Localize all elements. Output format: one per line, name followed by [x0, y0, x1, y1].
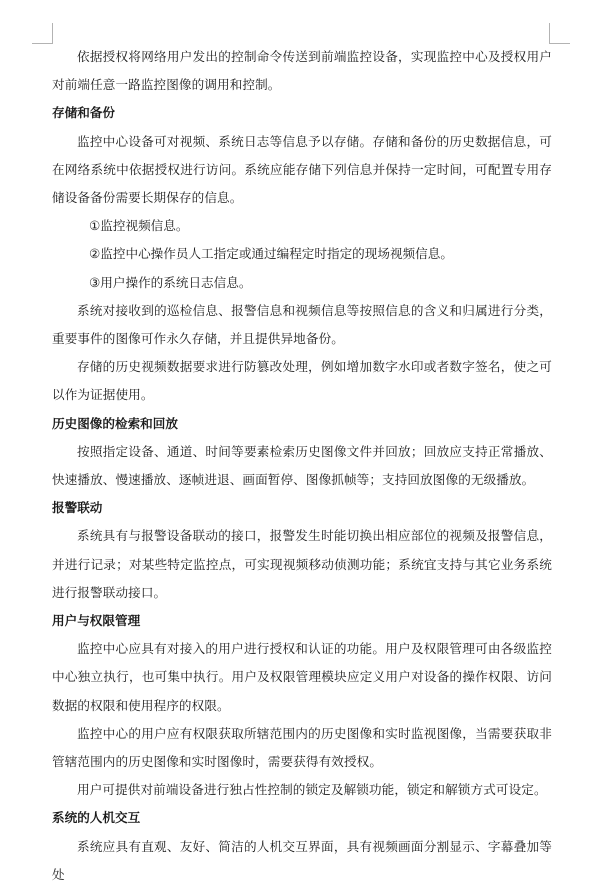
section-heading-alarm-linkage: 报警联动 [52, 500, 103, 516]
section-heading-storage-backup: 存储和备份 [52, 105, 115, 121]
list-item: ①监控视频信息。 [89, 218, 189, 234]
paragraph: 系统对接收到的巡检信息、报警信息和视频信息等按照信息的含义和归属进行分类，重要事件的图像可作永久存储，并且提供异地备份。 [52, 302, 552, 347]
paragraph: 监控中心设备可对视频、系统日志等信息予以存储。存储和备份的历史数据信息，可在网络系统中依据授权进行访问。系统应能存储下列信息并保持一定时间，可配置专用存储设备备份需要长期保存的信息。 [52, 133, 552, 206]
paragraph: 监控中心应具有对接入的用户进行授权和认证的功能。用户及权限管理可由各级监控中心独立执行，也可集中执行。用户及权限管理模块应定义用户对设备的操作权限、访问数据的权限和使用程序的权限。 [52, 641, 552, 713]
paragraph: 系统具有与报警设备联动的接口，报警发生时能切换出相应部位的视频及报警信息，并进行记录；对某些特定监控点，可实现视频移动侦测功能；系统宜支持与其它业务系统进行报警联动接口。 [52, 528, 552, 600]
section-heading-user-permissions: 用户与权限管理 [52, 613, 141, 629]
paragraph: 按照指定设备、通道、时间等要素检索历史图像文件并回放；回放应支持正常播放、快速播放、慢速播放、逐帧进退、画面暂停、图像抓帧等；支持回放图像的无级播放。 [52, 443, 552, 488]
list-item: ②监控中心操作员人工指定或通过编程定时指定的现场视频信息。 [89, 246, 453, 262]
section-heading-history-playback: 历史图像的检索和回放 [52, 415, 178, 431]
page-corner-mark-top-right [549, 23, 570, 44]
paragraph: 监控中心的用户应有权限获取所辖范围内的历史图像和实时监视图像，当需要获取非管辖范围内的历史图像和实时图像时，需要获得有效授权。 [52, 725, 552, 770]
page-corner-mark-top-left [32, 23, 53, 44]
paragraph: 依据授权将网络用户发出的控制命令传送到前端监控设备，实现监控中心及授权用户对前端任意一路监控图像的调用和控制。 [52, 49, 552, 93]
list-item: ③用户操作的系统日志信息。 [89, 274, 252, 290]
paragraph: 系统应具有直观、友好、简洁的人机交互界面，具有视频画面分割显示、字幕叠加等处 [52, 838, 552, 882]
section-heading-hci: 系统的人机交互 [52, 810, 141, 826]
paragraph: 存储的历史视频数据要求进行防篡改处理，例如增加数字水印或者数字签名，使之可以作为证据使用。 [52, 359, 552, 403]
paragraph: 用户可提供对前端设备进行独占性控制的锁定及解锁功能，锁定和解锁方式可设定。 [77, 782, 547, 798]
document-body [52, 43, 552, 889]
